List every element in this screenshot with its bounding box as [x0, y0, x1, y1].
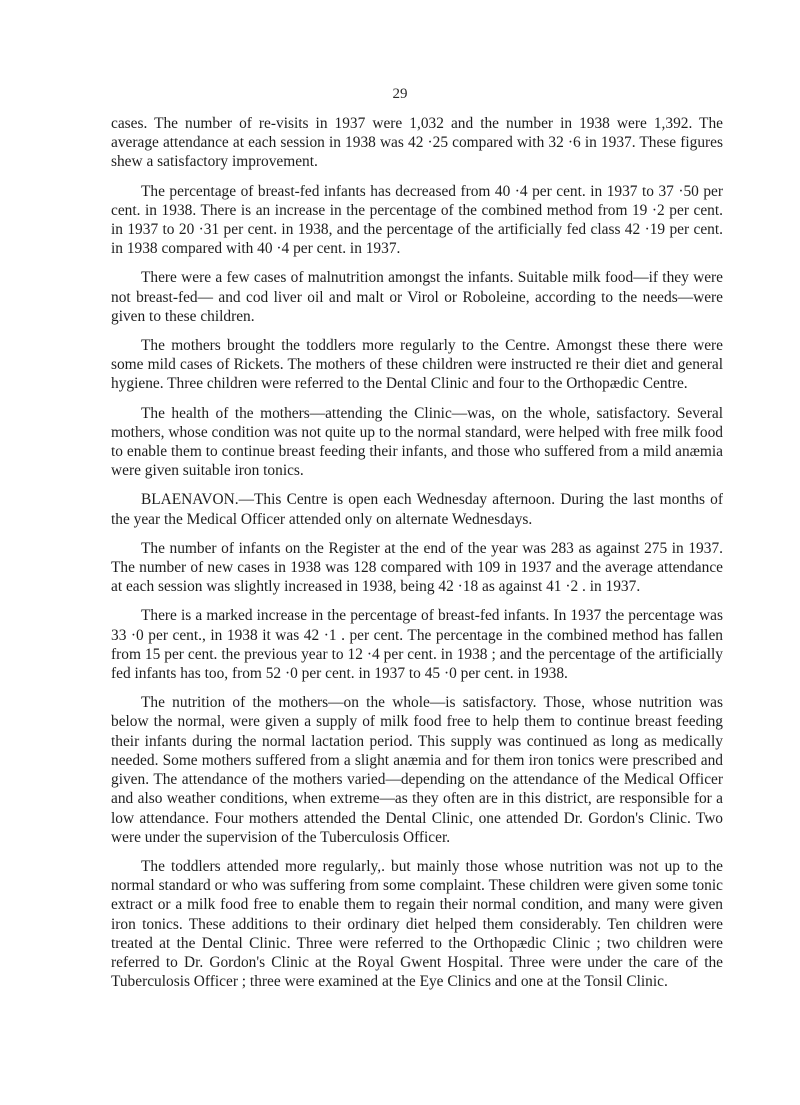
- paragraph-breast-fed-percentage: The percentage of breast-fed infants has decreased from 40 ·4 per cent. in 1937 to 37 ·50 per cent. in 1938. There is an increase in the percentage of the combined method from 19 ·2 per cent. in 1937 to 20 ·31 per cent. in 1938, and the percentage of the artificially fed class 42 ·19 per cent. in 1938 compared with 40 ·4 per cent. in 1937.: [111, 182, 723, 258]
- paragraph-malnutrition: There were a few cases of malnutrition amongst the infants. Suitable milk food—if they were not breast-fed— and cod liver oil and malt or Virol or Roboleine, according to the needs—were given to these children.: [111, 269, 723, 325]
- paragraph-blaenavon: BLAENAVON.—This Centre is open each Wednesday afternoon. During the last months of the year the Medical Officer attended only on alternate Wednesdays.: [111, 491, 723, 528]
- paragraph-register-numbers: The number of infants on the Register at the end of the year was 283 as against 275 in 1937. The number of new cases in 1938 was 128 compared with 109 in 1937 and the average attendance at each session was slightly increased in 1938, being 42 ·18 as against 41 ·2 . in 1937.: [111, 539, 723, 596]
- paragraph-breast-fed-increase: There is a marked increase in the percentage of breast-fed infants. In 1937 the percentage was 33 ·0 per cent., in 1938 it was 42 ·1 . per cent. The percentage in the combined method has fallen from 15 per cent. the previous year to 12 ·4 per cent. in 1938 ; and the percentage of the artificially fed infants has too, from 52 ·0 per cent. in 1937 to 45 ·0 per cent. in 1938.: [111, 607, 723, 683]
- paragraph-toddlers: The mothers brought the toddlers more regularly to the Centre. Amongst these there were some mild cases of Rickets. The mothers of these children were instructed re their diet and general hygiene. Three children were referred to the Dental Clinic and four to the Orthopædic Centre.: [111, 337, 723, 393]
- paragraph-mothers-nutrition: The nutrition of the mothers—on the whole—is satisfactory. Those, whose nutrition was below the normal, were given a supply of milk food free to help them to continue breast feeding their infants during the normal lactation period. This supply was continued as long as medically needed. Some mothers suffered from a slight anæmia and for them iron tonics were prescribed and given. The attendance of the mothers varied—depending on the attendance of the Medical Officer and also weather conditions, when extreme—as they often are in this district, are responsible for a low attendance. Four mothers attended the Dental Clinic, one attended Dr. Gordon's Clinic. Two were under the supervision of the Tuberculosis Officer.: [111, 694, 723, 846]
- paragraph-mothers-health: The health of the mothers—attending the Clinic—was, on the whole, satisfactory. Several mothers, whose condition was not quite up to the normal standard, were helped with free milk food to enable them to continue breast feeding their infants, and those who suffered from a mild anæmia were given suitable iron tonics.: [111, 404, 723, 480]
- paragraph-revisits: cases. The number of re-visits in 1937 were 1,032 and the number in 1938 were 1,392. The average attendance at each session in 1938 was 42 ·25 compared with 32 ·6 in 1937. These figures shew a satisfactory improvement.: [111, 115, 723, 171]
- body-text: [111, 114, 723, 1001]
- page-number: 29: [392, 86, 408, 102]
- paragraph-toddlers-attendance: The toddlers attended more regularly,. but mainly those whose nutrition was not up to the normal standard or who was suffering from some complaint. These children were given some tonic extract or a milk food free to enable them to regain their normal condition, and many were given iron tonics. These additions to their ordinary diet helped them considerably. Ten children were treated at the Dental Clinic. Three were referred to the Orthopædic Clinic ; two children were referred to Dr. Gordon's Clinic at the Royal Gwent Hospital. Three were under the care of the Tuberculosis Officer ; three were examined at the Eye Clinics and one at the Tonsil Clinic.: [111, 857, 723, 991]
